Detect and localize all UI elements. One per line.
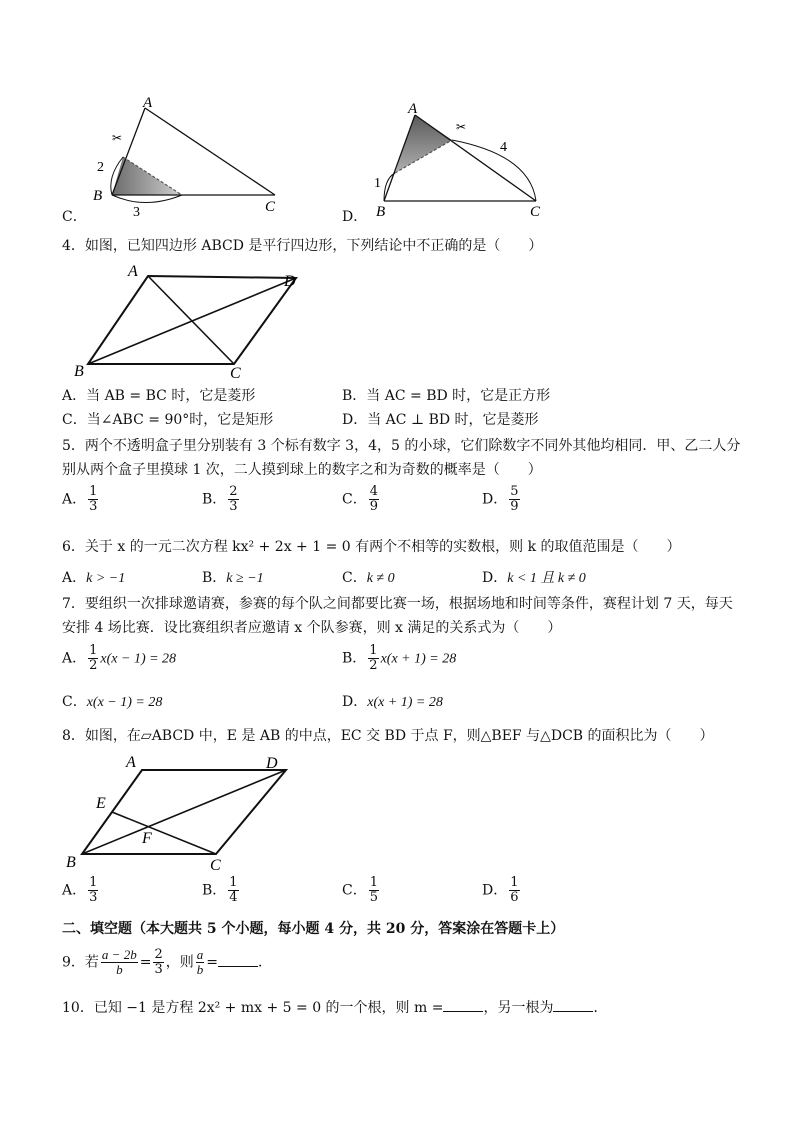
numerator: 1	[229, 875, 238, 890]
point-a: A	[128, 263, 138, 280]
point-c: C	[265, 199, 276, 215]
question-text: 如图，已知四边形 ABCD 是平行四边形，下列结论中不正确的是（ ）	[84, 238, 543, 254]
fraction	[369, 876, 379, 905]
cut-triangle-shade	[395, 115, 452, 173]
numerator: a	[196, 947, 204, 962]
option-label: B．	[202, 882, 227, 899]
fraction	[88, 485, 98, 514]
option-text: 当 AB = BC 时，它是菱形	[86, 388, 256, 404]
question-8-stem	[62, 726, 714, 746]
segment-ec	[112, 812, 216, 854]
question-text: ，则	[165, 954, 194, 971]
fraction	[369, 485, 379, 514]
numerator: 1	[89, 875, 98, 890]
q6-option-d[interactable]	[482, 568, 586, 589]
q8-option-b[interactable]	[202, 876, 241, 905]
point-b: B	[376, 204, 386, 220]
denominator: 2	[369, 658, 378, 673]
question-7-stem	[62, 594, 733, 614]
q4-option-c[interactable]	[62, 410, 273, 430]
label-3: 3	[133, 205, 140, 220]
denominator: 2	[89, 658, 98, 673]
option-label: A．	[62, 570, 87, 586]
point-b: B	[74, 363, 84, 380]
fraction	[228, 485, 238, 514]
side-ac	[145, 108, 275, 195]
option-text: k < 1 且 k ≠ 0	[507, 571, 586, 586]
question-number: 8．	[62, 728, 85, 744]
option-label: C．	[342, 491, 367, 508]
answer-blank-m[interactable]	[443, 999, 483, 1012]
equals-sign: =	[206, 954, 218, 971]
option-text: k ≠ 0	[366, 571, 395, 586]
q5-option-c[interactable]	[342, 485, 381, 514]
question-number: 10．	[62, 1000, 94, 1016]
q7-option-a[interactable]	[62, 644, 176, 673]
option-text: x(x − 1) = 28	[86, 695, 163, 710]
option-text: 当∠ABC = 90°时，它是矩形	[86, 412, 274, 428]
question-5-stem-cont: 别从两个盒子里摸球 1 次，二人摸到球上的数字之和为奇数的概率是（ ）	[62, 462, 542, 478]
scissors-icon: ✂	[112, 131, 123, 145]
denominator: 5	[369, 890, 378, 905]
option-label: A．	[62, 882, 87, 899]
point-a: A	[143, 95, 153, 111]
question-text: 已知 −1 是方程 2x² + mx + 5 = 0 的一个根，则 m =	[93, 1000, 444, 1016]
denominator: 3	[89, 890, 98, 905]
question-number: 5．	[62, 438, 85, 454]
answer-blank[interactable]	[218, 954, 258, 967]
fraction	[509, 876, 519, 905]
numerator: 1	[89, 484, 98, 499]
numerator: 4	[369, 484, 378, 499]
point-c: C	[210, 857, 221, 874]
option-text: k ≥ −1	[226, 571, 264, 586]
question-text: 若	[84, 954, 99, 971]
question-text: 要组织一次排球邀请赛，参赛的每个队之间都要比赛一场，根据场地和时间等条件，赛程计划 7 天，每天	[84, 596, 733, 612]
q5-option-b[interactable]	[202, 485, 241, 514]
arc-3	[112, 195, 182, 203]
option-label: D．	[482, 570, 508, 586]
q3-option-d-label: D．	[342, 209, 368, 225]
question-text: 如图，在▱ABCD 中，E 是 AB 的中点，EC 交 BD 于点 F，则△BEF 与△DCB 的面积比为（ ）	[84, 728, 714, 744]
option-label: B．	[342, 388, 367, 404]
question-4-stem	[62, 236, 542, 256]
question-text: ，另一根为	[483, 1000, 554, 1016]
q4-option-b[interactable]	[342, 386, 550, 406]
q6-option-b[interactable]	[202, 568, 264, 589]
scissors-icon: ✂	[456, 120, 467, 134]
cut-triangle-shade	[112, 157, 182, 195]
point-a: A	[126, 754, 136, 771]
option-label: A．	[62, 491, 87, 508]
option-label: B．	[342, 650, 367, 667]
denominator: 3	[89, 499, 98, 514]
point-d: D	[266, 755, 278, 772]
question-number: 9．	[62, 954, 85, 971]
option-text: x(x − 1) = 28	[100, 651, 177, 667]
question-10	[62, 998, 607, 1018]
option-label: C．	[342, 882, 367, 899]
numerator: 1	[89, 643, 98, 658]
point-b: B	[66, 854, 76, 871]
numerator: 1	[510, 875, 519, 890]
question-6-stem	[62, 537, 681, 557]
denominator: b	[116, 962, 123, 977]
denominator: 6	[510, 890, 519, 905]
denominator: b	[196, 962, 204, 977]
question-text: 两个不透明盒子里分别装有 3 个标有数字 3，4，5 的小球，它们除数字不同外其他均相同．甲、乙二人分	[84, 438, 741, 454]
point-b: B	[93, 188, 103, 204]
option-label: C．	[62, 412, 87, 428]
denominator: 4	[229, 890, 238, 905]
fraction	[509, 485, 519, 514]
equals-sign: =	[139, 954, 152, 971]
option-label: C．	[342, 570, 367, 586]
option-text: x(x + 1) = 28	[367, 695, 443, 710]
q7-option-b[interactable]	[342, 644, 456, 673]
label-1: 1	[374, 176, 381, 191]
fraction-one-half	[368, 644, 378, 673]
question-9	[62, 948, 272, 977]
q5-option-a[interactable]	[62, 485, 100, 514]
q4-option-a[interactable]	[62, 386, 255, 406]
question-number: 6．	[62, 539, 85, 555]
fraction	[228, 876, 238, 905]
label-4: 4	[500, 140, 507, 155]
denominator: 3	[229, 499, 238, 514]
denominator: 3	[154, 962, 163, 977]
denominator: 9	[369, 499, 378, 514]
fraction-a-over-b	[196, 948, 205, 977]
numerator: 2	[229, 484, 238, 499]
label-2: 2	[97, 160, 104, 175]
q6-option-a[interactable]	[62, 568, 125, 589]
question-number: 4．	[62, 238, 85, 254]
question-text: 关于 x 的一元二次方程 kx² + 2x + 1 = 0 有两个不相等的实数根，则 k 的取值范围是（ ）	[84, 539, 681, 555]
question-5-stem	[62, 436, 740, 456]
q8-figure	[62, 750, 292, 874]
q8-option-a[interactable]	[62, 876, 100, 905]
numerator: 1	[369, 875, 378, 890]
point-a: A	[408, 101, 418, 117]
option-label: D．	[342, 694, 368, 710]
numerator: 2	[154, 947, 163, 962]
point-c: C	[230, 365, 241, 380]
q6-option-c[interactable]	[342, 568, 395, 589]
question-number: 7．	[62, 596, 85, 612]
q4-figure	[70, 262, 310, 380]
option-label: B．	[202, 570, 227, 586]
numerator: 5	[510, 484, 519, 499]
option-text: 当 AC ⊥ BD 时，它是菱形	[367, 412, 539, 428]
fraction	[88, 876, 98, 905]
q5-option-d[interactable]	[482, 485, 522, 514]
section-title: 二、填空题（本大题共 5 个小题，每小题 4 分，共 20 分，答案涂在答题卡上）	[62, 921, 565, 937]
numerator: 1	[369, 643, 378, 658]
option-text: 当 AC = BD 时，它是正方形	[366, 388, 551, 404]
denominator: 9	[510, 499, 519, 514]
option-text: x(x + 1) = 28	[380, 651, 457, 667]
question-7-stem-cont: 安排 4 场比赛．设比赛组织者应邀请 x 个队参赛，则 x 满足的关系式为（ ）	[62, 620, 562, 636]
q7-option-d[interactable]	[342, 692, 443, 713]
point-e: E	[96, 795, 106, 812]
fraction-a-minus-2b-over-b	[101, 948, 138, 977]
point-c: C	[530, 204, 541, 220]
option-label: B．	[202, 491, 227, 508]
answer-blank-other-root[interactable]	[553, 999, 593, 1012]
numerator: a − 2b	[101, 947, 137, 962]
option-text: k > −1	[86, 571, 126, 586]
point-f: F	[142, 830, 152, 847]
q3-figure-d	[370, 95, 555, 220]
q3-option-c-label: C．	[62, 209, 87, 225]
option-label: A．	[62, 650, 87, 667]
option-label: C．	[62, 694, 87, 710]
fraction-two-thirds	[153, 948, 163, 977]
period: ．	[257, 954, 272, 971]
diagonal-ac	[148, 276, 234, 364]
fraction-one-half	[88, 644, 98, 673]
side-ac	[415, 115, 536, 201]
q4-option-d[interactable]	[342, 410, 539, 430]
period: ．	[593, 1000, 608, 1016]
option-label: D．	[482, 882, 508, 899]
point-d: D	[284, 273, 296, 290]
q8-option-d[interactable]	[482, 876, 522, 905]
option-label: A．	[62, 388, 87, 404]
q8-option-c[interactable]	[342, 876, 381, 905]
option-label: D．	[482, 491, 508, 508]
q7-option-c[interactable]	[62, 692, 162, 713]
option-label: D．	[342, 412, 368, 428]
q3-figure-c	[85, 95, 300, 220]
